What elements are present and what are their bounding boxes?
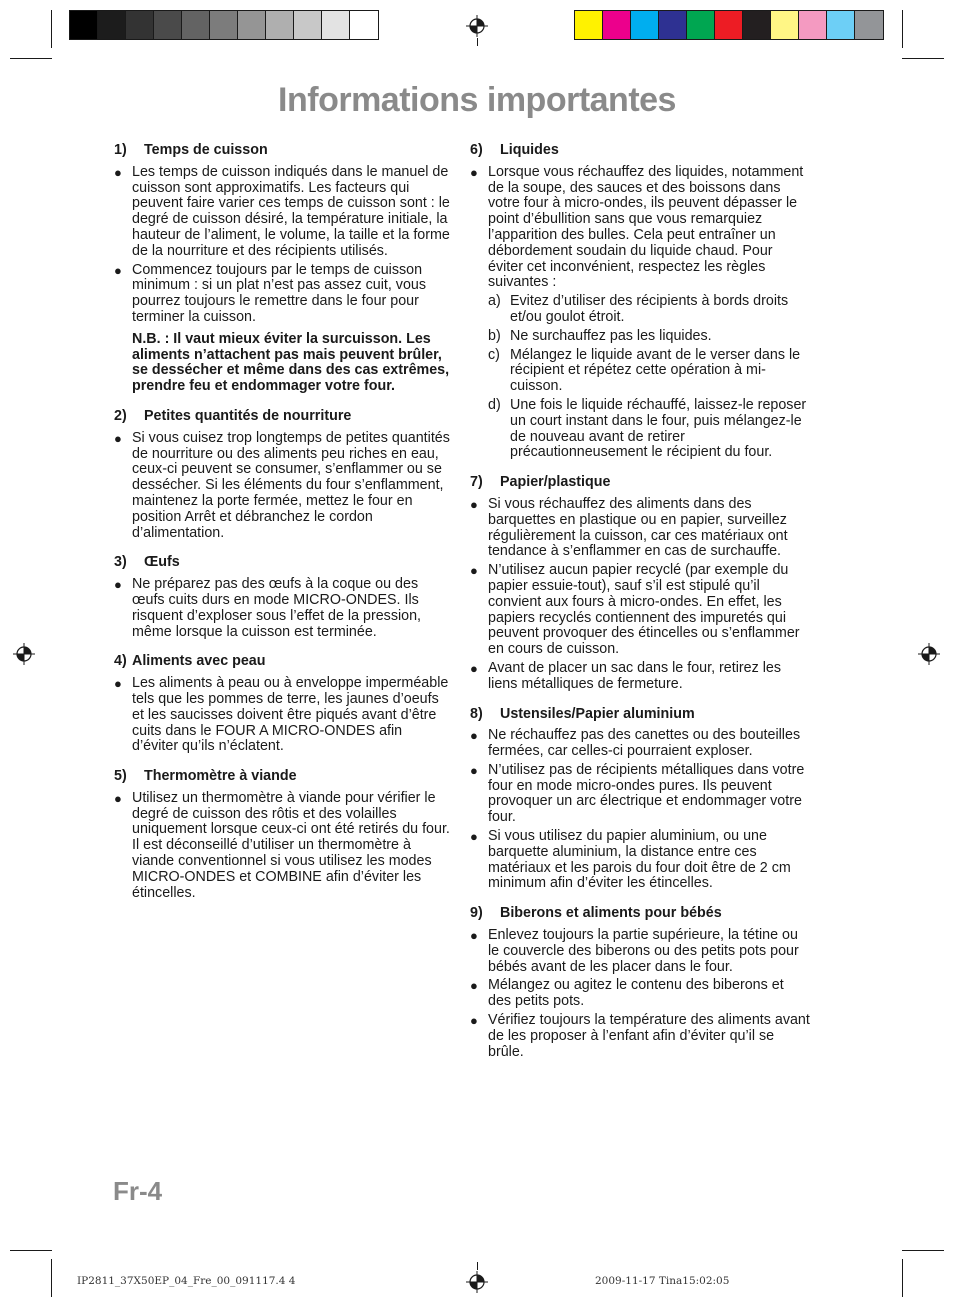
crop-mark [10, 58, 52, 59]
bullet-item [114, 676, 452, 755]
section-number: 6) [470, 142, 483, 158]
bullet-item [114, 431, 452, 542]
section-number: 5) [114, 768, 127, 785]
bullet-item [114, 791, 452, 902]
bullet-dot-icon: ● [470, 829, 478, 845]
section [470, 475, 810, 692]
color-swatch [631, 11, 659, 39]
bullet-dot-icon: ● [470, 660, 478, 676]
section-title: Papier/plastique [500, 474, 611, 491]
section-title: Thermomètre à viande [144, 768, 297, 785]
registration-crosshair-icon [466, 15, 488, 37]
bullet-item [470, 728, 810, 760]
section-heading [114, 769, 452, 785]
color-swatch [70, 11, 98, 39]
bullet-dot-icon: ● [114, 430, 122, 446]
section-heading [114, 555, 452, 571]
sub-item-text: Ne surchauffez pas les liquides. [510, 327, 712, 344]
section-heading [114, 409, 452, 425]
color-swatch [238, 11, 266, 39]
bullet-text: N’utilisez pas de récipients métalliques dans votre four en mode micro-ondes pures. Ils peuvent provoquer un arc électrique et endommager votre four. [488, 761, 805, 826]
color-swatch [827, 11, 855, 39]
color-swatch [350, 11, 378, 39]
bullet-text: Lorsque vous réchauffez des liquides, notamment de la soupe, des sauces et des boissons dans votre four à micro-ondes, ils peuvent dépasser le point d’ébullition sans que vous remarquiez l’apparition des bulles. Cela peut entraîner un débordement soudain du liquide chaud. Pour éviter cet inconvénient, respectez les règles suivantes : [488, 163, 804, 291]
bullet-dot-icon: ● [470, 728, 478, 744]
color-swatch [126, 11, 154, 39]
section-heading [114, 143, 452, 159]
section-heading [470, 906, 810, 922]
sub-item-letter: d) [488, 396, 501, 413]
bullet-dot-icon: ● [470, 762, 478, 778]
color-swatch [855, 11, 883, 39]
registration-crosshair-icon [466, 1271, 488, 1293]
bullet-dot-icon: ● [470, 496, 478, 512]
section-number: 7) [470, 474, 483, 491]
bullet-text: Ne préparez pas des œufs à la coque ou des œufs cuits durs en mode MICRO-ONDES. Ils risquent d’exploser sous l’effet de la pression, même lorsque la cuisson est terminée. [132, 576, 422, 640]
registration-crosshair-icon [13, 643, 35, 665]
section-title: Aliments avec peau [132, 653, 266, 670]
bullet-item [470, 978, 810, 1010]
color-swatch [799, 11, 827, 39]
bullet-item [470, 763, 810, 826]
note-text: N.B. : Il vaut mieux éviter la surcuisson. Les aliments n’attachent pas mais peuvent brûler, se dessécher et même dans des cas extrêmes, prendre feu et endommager votre four. [132, 330, 450, 395]
bullet-text: Les aliments à peau ou à enveloppe imperméable tels que les pommes de terre, les jaunes d’oeufs et les saucisses doivent être piqués avant d’être cuits dans le FOUR A MICRO-ONDES afin d’éviter qu’ils n’éclatent. [132, 675, 449, 755]
sub-item-text: Mélangez le liquide avant de le verser dans le récipient et répétez cette opération à mi-cuisson. [510, 346, 801, 395]
color-swatch [322, 11, 350, 39]
bullet-dot-icon: ● [470, 1013, 478, 1029]
bullet-dot-icon: ● [470, 563, 478, 579]
color-swatch [294, 11, 322, 39]
bullet-item [470, 497, 810, 560]
section-title: Petites quantités de nourriture [144, 407, 352, 424]
crop-mark [902, 1259, 903, 1297]
bullet-item [470, 829, 810, 892]
sub-item [488, 329, 810, 345]
bullet-item [114, 165, 452, 260]
bullet-dot-icon: ● [114, 676, 122, 692]
crop-mark [477, 38, 478, 46]
sub-item-letter: b) [488, 327, 501, 344]
bullet-item [114, 577, 452, 640]
sub-item-text: Une fois le liquide réchauffé, laissez-le reposer un court instant dans le four, puis mélangez-le de nouveau avant de retirer précautionneusement le récipient du four. [510, 396, 807, 461]
bullet-text: Commencez toujours par le temps de cuisson minimum : si un plat n’est pas assez cuit, vous pourrez toujours le remettre dans le four pour terminer la cuisson. [132, 261, 427, 325]
crop-mark [902, 1250, 944, 1251]
section [114, 409, 452, 541]
section-number: 4) [114, 653, 127, 670]
section-title: Biberons et aliments pour bébés [500, 905, 722, 922]
sub-item [488, 294, 810, 326]
bullet-item [470, 928, 810, 975]
bullet-item [470, 661, 810, 693]
bullet-text: Enlevez toujours la partie supérieure, la tétine ou le couvercle des biberons ou des petits pots pour bébés avant de les placer dans le four. [488, 927, 799, 975]
color-swatch [575, 11, 603, 39]
bullet-text: Les temps de cuisson indiqués dans le manuel de cuisson sont approximatifs. Les facteurs qui peuvent faire varier ces temps de cuisson sont : le degré de cuisson désiré, la température initiale, la hauteur de l’aliment, le volume, la taille et la forme de la nourriture et des récipients utilisés. [132, 163, 450, 259]
bullet-dot-icon: ● [470, 978, 478, 994]
page-title: Informations importantes [278, 81, 676, 119]
bullet-text: Mélangez ou agitez le contenu des biberons et des petits pots. [488, 977, 784, 1010]
bullet-text: Si vous utilisez du papier aluminium, ou une barquette aluminium, la distance entre ces matériaux et les parois du four doit être de 2 cm minimum afin d’éviter les étincelles. [488, 828, 791, 892]
color-swatch [715, 11, 743, 39]
section-heading [470, 143, 810, 159]
bullet-dot-icon: ● [470, 164, 478, 180]
color-swatch [659, 11, 687, 39]
section [114, 555, 452, 640]
color-swatch [743, 11, 771, 39]
section [114, 769, 452, 901]
color-swatch [266, 11, 294, 39]
sub-item-letter: c) [488, 346, 500, 363]
crop-mark [902, 58, 944, 59]
left-column [114, 143, 452, 915]
bullet-text: Utilisez un thermomètre à viande pour vérifier le degré de cuisson des rôtis et des volailles uniquement lorsque ceux-ci ont été retirés du four. Il est déconseillé d’utiliser un thermomètre à viande conventionnel si vous utilisez les modes MICRO-ONDES et COMBINE afin d’éviter les étincelles. [132, 789, 450, 901]
bullet-text: Vérifiez toujours la température des aliments avant de les proposer à l’enfant afin d’éviter qu’il se brûle. [488, 1012, 810, 1060]
color-swatch [182, 11, 210, 39]
section-number: 9) [470, 905, 483, 922]
section-heading [470, 475, 810, 491]
section [114, 654, 452, 755]
section-title: Œufs [144, 554, 180, 571]
section [470, 707, 810, 893]
section [470, 906, 810, 1060]
section-title: Liquides [500, 142, 559, 158]
bullet-text: N’utilisez aucun papier recyclé (par exemple du papier essuie-tout), sauf s’il est stipulé qu’il convient aux fours à micro-ondes. En effet, les papiers recyclés contiennent des impuretés qui peuvent provoquer des étincelles ou s’enflammer en cours de cuisson. [488, 562, 800, 658]
bullet-text: Ne réchauffez pas des canettes ou des bouteilles fermées, car celles-ci pourraient exploser. [488, 727, 801, 760]
grayscale-color-bar [69, 10, 379, 40]
process-color-bar [574, 10, 884, 40]
color-swatch [603, 11, 631, 39]
section-heading [470, 707, 810, 723]
section-number: 8) [470, 705, 483, 722]
bullet-item [470, 1013, 810, 1060]
color-swatch [210, 11, 238, 39]
bullet-text: Avant de placer un sac dans le four, retirez les liens métalliques de fermeture. [488, 659, 781, 692]
bullet-dot-icon: ● [470, 928, 478, 944]
sub-item-text: Evitez d’utiliser des récipients à bords droits et/ou goulot étroit. [510, 293, 789, 325]
crop-mark [10, 1250, 52, 1251]
section-number: 3) [114, 554, 127, 571]
section-title: Ustensiles/Papier aluminium [500, 705, 695, 722]
bullet-dot-icon: ● [114, 577, 122, 593]
page-number: Fr-4 [113, 1176, 163, 1206]
bullet-dot-icon: ● [114, 164, 122, 180]
section-number: 1) [114, 142, 127, 158]
sub-item [488, 398, 810, 461]
sub-item-letter: a) [488, 293, 501, 310]
crop-mark [51, 1259, 52, 1297]
bullet-text: Si vous cuisez trop longtemps de petites quantités de nourriture ou des aliments peu riches en eau, ceux-ci peuvent se consumer, s’enflammer ou se dessécher. Si les éléments du four s’enflamment, maintenez la porte fermée, mettez le four en position Arrêt et débranchez le cordon d’alimentation. [132, 429, 450, 541]
bullet-item [470, 165, 810, 291]
section-number: 2) [114, 407, 127, 424]
crop-mark [51, 10, 52, 48]
color-swatch [687, 11, 715, 39]
right-column [470, 143, 810, 1074]
print-slug-file: IP2811_37X50EP_04_Fre_00_091117.4 4 [77, 1275, 296, 1287]
crop-mark [477, 1262, 478, 1270]
bullet-item [114, 263, 452, 326]
color-swatch [771, 11, 799, 39]
crop-mark [902, 10, 903, 48]
color-swatch [154, 11, 182, 39]
section [470, 143, 810, 461]
registration-crosshair-icon [918, 643, 940, 665]
bullet-dot-icon: ● [114, 790, 122, 806]
bullet-text: Si vous réchauffez des aliments dans des barquettes en plastique ou en papier, surveillez régulièrement la cuisson, car ces matériaux ont tendance à s’enflammer en cas de surchauffe. [488, 495, 788, 560]
bullet-dot-icon: ● [114, 262, 122, 278]
section [114, 143, 452, 395]
print-slug-timestamp: 2009-11-17 Tina15:02:05 [595, 1275, 730, 1287]
sub-item [488, 348, 810, 395]
color-swatch [98, 11, 126, 39]
section-title: Temps de cuisson [144, 142, 268, 158]
bullet-item [470, 563, 810, 658]
section-heading [114, 654, 452, 670]
